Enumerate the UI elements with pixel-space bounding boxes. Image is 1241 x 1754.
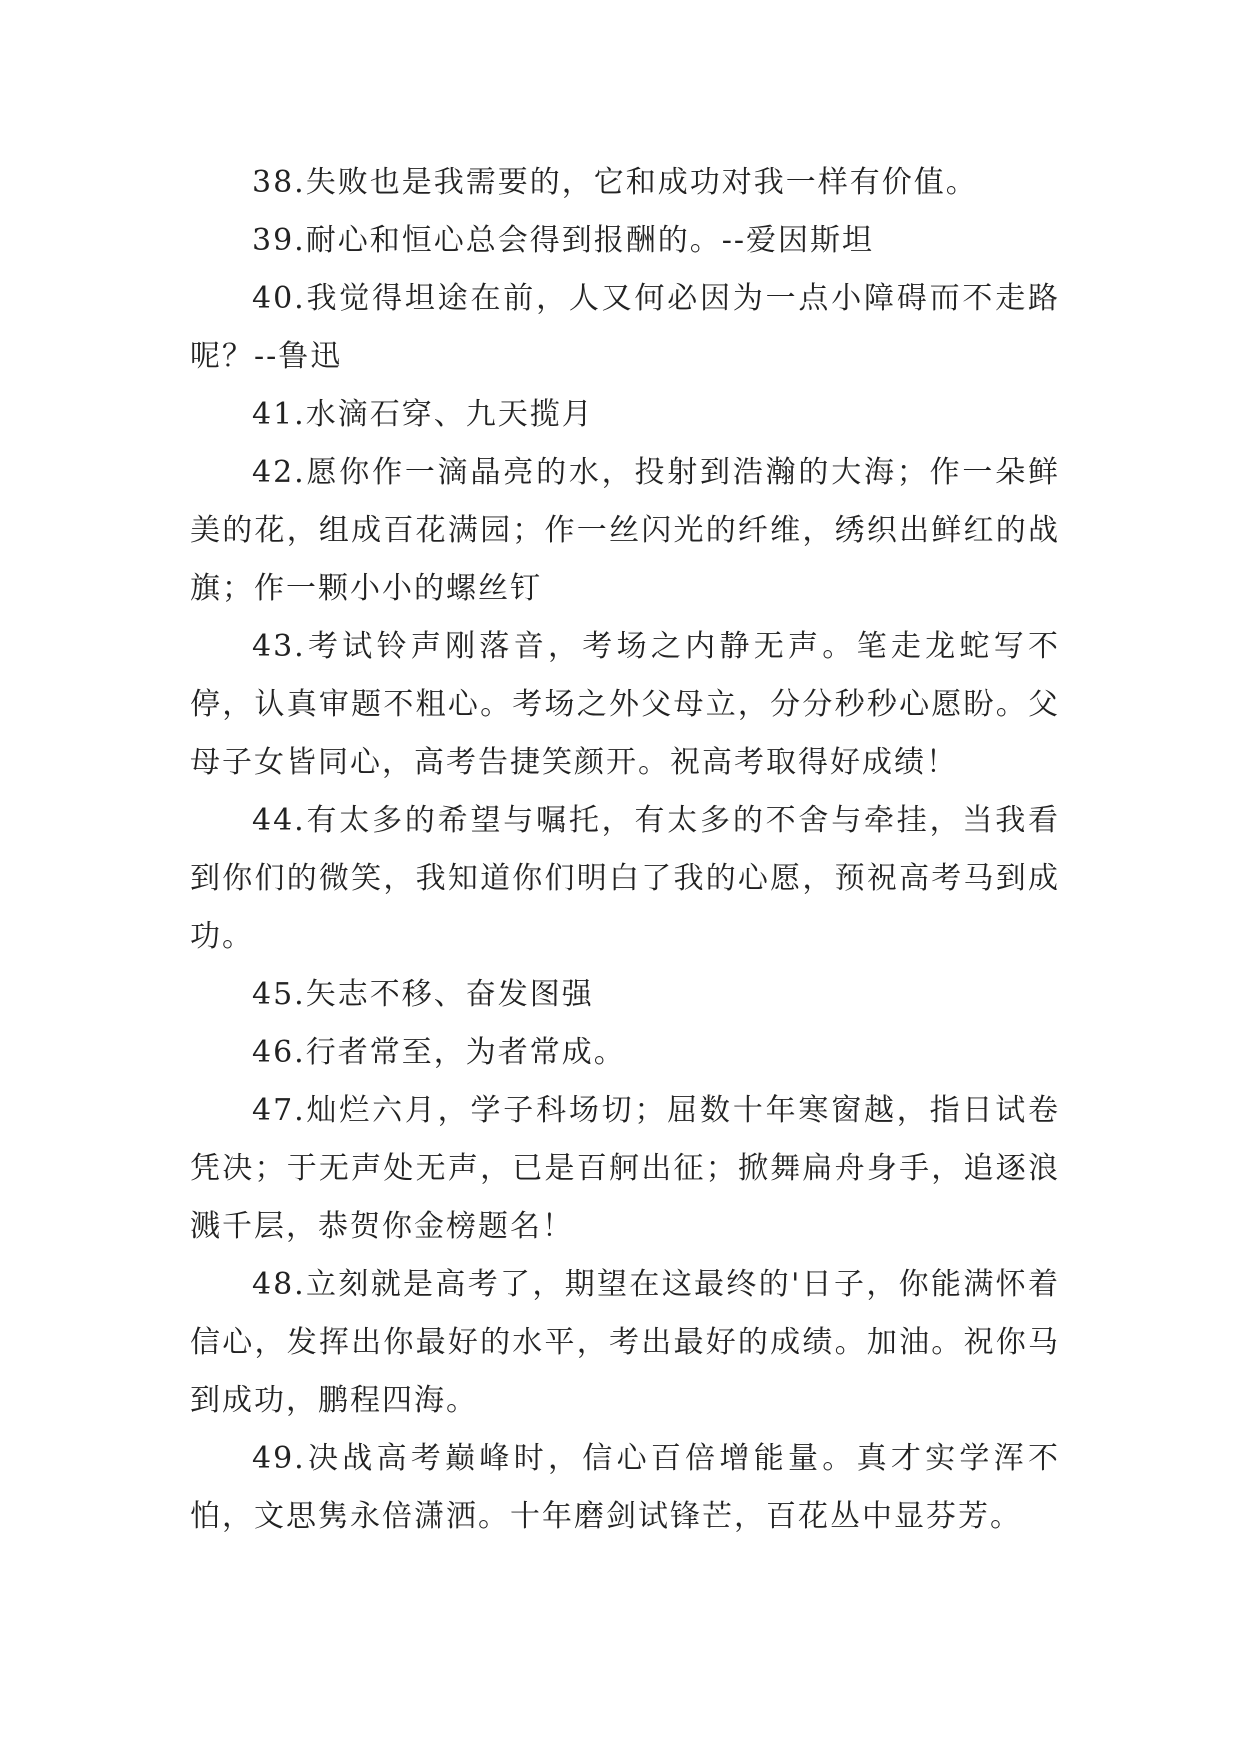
paragraph-40: 40.我觉得坦途在前，人又何必因为一点小障碍而不走路呢？--鲁迅 bbox=[190, 281, 1060, 374]
paragraph-43: 43.考试铃声刚落音，考场之内静无声。笔走龙蛇写不停，认真审题不粗心。考场之外父母立，分分秒秒心愿盼。父母子女皆同心，高考告捷笑颜开。祝高考取得好成绩！ bbox=[190, 629, 1060, 780]
paragraph-42: 42.愿你作一滴晶亮的水，投射到浩瀚的大海；作一朵鲜美的花，组成百花满园；作一丝闪光的纤维，绣织出鲜红的战旗；作一颗小小的螺丝钉 bbox=[190, 455, 1060, 606]
paragraph-48: 48.立刻就是高考了，期望在这最终的'日子，你能满怀着信心，发挥出你最好的水平，考出最好的成绩。加油。祝你马到成功，鹏程四海。 bbox=[190, 1267, 1060, 1418]
paragraph-45: 45.矢志不移、奋发图强 bbox=[252, 977, 594, 1012]
paragraph-44: 44.有太多的希望与嘱托，有太多的不舍与牵挂，当我看到你们的微笑，我知道你们明白了我的心愿，预祝高考马到成功。 bbox=[190, 803, 1060, 954]
document-body bbox=[190, 154, 1060, 1546]
paragraph-49: 49.决战高考巅峰时，信心百倍增能量。真才实学浑不怕，文思隽永倍潇洒。十年磨剑试锋芒，百花丛中显芬芳。 bbox=[190, 1441, 1060, 1534]
paragraph-47: 47.灿烂六月，学子科场切；屈数十年寒窗越，指日试卷凭决；于无声处无声，已是百舸出征；掀舞扁舟身手，追逐浪溅千层，恭贺你金榜题名！ bbox=[190, 1093, 1060, 1244]
paragraph-41: 41.水滴石穿、九天揽月 bbox=[252, 397, 594, 432]
paragraph-39: 39.耐心和恒心总会得到报酬的。--爱因斯坦 bbox=[252, 223, 874, 258]
paragraph-46: 46.行者常至，为者常成。 bbox=[252, 1035, 626, 1070]
paragraph-38: 38.失败也是我需要的，它和成功对我一样有价值。 bbox=[252, 165, 978, 200]
